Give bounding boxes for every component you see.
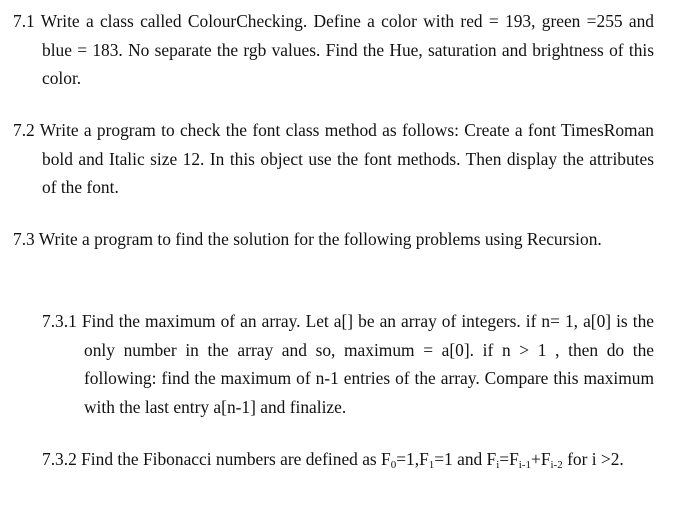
- fib-text-plus: +F: [531, 449, 551, 469]
- exercise-number: 7.2: [13, 120, 35, 140]
- exercise-7-3-1-text: [42, 307, 654, 421]
- exercise-7-3-1: [42, 307, 654, 421]
- exercise-number: 7.1: [13, 11, 35, 31]
- exercise-7-3: [13, 225, 654, 254]
- fib-text-eq2: =1 and F: [434, 449, 497, 469]
- exercise-body: Write a program to find the solution for the following problems using Recursion.: [38, 229, 602, 249]
- fib-text-eq3: =F: [499, 449, 519, 469]
- exercise-7-2: [13, 116, 654, 202]
- exercise-body: Write a program to check the font class method as follows: Create a font TimesRoman bold and Italic size 12. In this object use the font methods. Then display the attributes of the font.: [39, 120, 654, 197]
- fib-sub-i-2: i-2: [550, 459, 563, 471]
- fib-sub-i: i: [496, 459, 500, 471]
- exercise-7-2-text: [13, 116, 654, 202]
- exercise-body: [81, 449, 624, 469]
- exercise-7-1-text: [13, 7, 654, 93]
- fib-sub-1: 1: [428, 459, 435, 471]
- fib-text-before: Find the Fibonacci numbers are defined as F: [81, 449, 391, 469]
- exercise-7-1: [13, 7, 654, 93]
- fib-text-after: for i >2.: [567, 449, 624, 469]
- exercise-body: Find the maximum of an array. Let a[] be an array of integers. if n= 1, a[0] is the only number in the array and so, maximum = a[0]. if n > 1 , then do the following: find the maximum of n-1 entries of the array. Compare this maximum with the last entry a[n-1] and finalize.: [81, 311, 654, 417]
- exercise-number: 7.3.1: [42, 311, 77, 331]
- fib-sub-i-1: i-1: [518, 459, 532, 471]
- exercise-7-3-2: [42, 445, 654, 474]
- fib-sub-0: 0: [390, 459, 397, 471]
- exercise-number: 7.3: [13, 229, 35, 249]
- exercise-number: 7.3.2: [42, 449, 77, 469]
- exercise-7-3-text: [13, 225, 654, 254]
- exercise-7-3-2-text: [42, 445, 654, 474]
- exercise-body: Write a class called ColourChecking. Define a color with red = 193, green =255 and blue = 183. No separate the rgb values. Find the Hue, saturation and brightness of this color.: [40, 11, 654, 88]
- fib-text-eq1: =1,F: [396, 449, 429, 469]
